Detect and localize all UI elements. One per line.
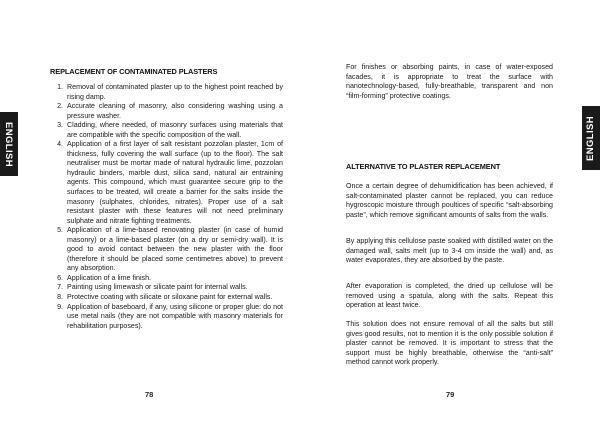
language-tab-right bbox=[582, 106, 600, 170]
list-item: 3. Cladding, where needed, of masonry surfaces using materials that are compatible with the specific composition of the wall. bbox=[65, 121, 283, 140]
intro-paragraph: For finishes or absorbing paints, in case of water-exposed facades, it is appropriate to treat the surface with nanotechnology-based, fully-breathable, transparent and non “film-forming” protective coatings. bbox=[346, 63, 553, 100]
paragraph: This solution does not ensure removal of all the salts but still gives good results, not to mention it is the only possible solution if plaster cannot be removed. It is important to stress that the support must be highly breathable, otherwise the “anti-salt” method cannot work properly. bbox=[346, 320, 553, 367]
list-item: 6. Application of a lime finish. bbox=[65, 274, 283, 284]
list-item: 8. Protective coating with silicate or siloxane paint for external walls. bbox=[65, 293, 283, 303]
list-item: 4. Application of a first layer of salt resistant pozzolan plaster, 1cm of thickness, fully covering the wall surface (up to the floor). The salt neutraliser must be mortar made of natural hydraulic lime, pozzolan hydraulic binders, marble dust, silica sand, natural air entraining agents. This compound, which must guarantee secure grip to the surfaces to be treated, will create a barrier for the salts inside the masonry (sulphates, chlorides, nitrates). Proper use of a salt resistant plaster with these features will not need preliminary sulphate and nitrate fighting treatments. bbox=[65, 140, 283, 226]
paragraph: By applying this cellulose paste soaked with distilled water on the damaged wall, salts melt (up to 3-4 cm inside the wall) and, as water evaporates, they are absorbed by the paste. bbox=[346, 237, 553, 265]
language-tab-label: ENGLISH bbox=[585, 115, 597, 161]
paragraph: Once a certain degree of dehumidification has been achieved, if salt-contaminated plaster cannot be replaced, you can reduce hygroscopic moisture through poultices of specific “salt-absorbing paste”, which remove significant amounts of salts from the walls. bbox=[346, 182, 553, 219]
language-tab-label: ENGLISH bbox=[3, 121, 15, 167]
list-item: 7. Painting using limewash or silicate paint for internal walls. bbox=[65, 283, 283, 293]
paragraph: After evaporation is completed, the dried up cellulose will be removed using a spatula, along with the salts. Repeat this operation at least twice. bbox=[346, 282, 553, 310]
page-number-right: 79 bbox=[446, 390, 455, 399]
page-number-left: 78 bbox=[145, 390, 154, 399]
language-tab-left bbox=[0, 112, 18, 176]
steps-list bbox=[50, 83, 283, 331]
list-item: 5. Application of a lime-based renovating plaster (in case of humid masonry) or a lime-based plaster (on a dry or semi-dry wall). It is good to avoid contact between the new plaster with the floor (therefore it should be placed some centimetres above) to prevent any absorption. bbox=[65, 226, 283, 274]
section-heading-alternative: ALTERNATIVE TO PLASTER REPLACEMENT bbox=[346, 162, 501, 171]
list-item: 2. Accurate cleaning of masonry, also considering washing using a pressure washer. bbox=[65, 102, 283, 121]
list-item: 9. Application of baseboard, if any, using silicone or proper glue: do not use metal nails (they are not compatible with masonry materials for rehabilitation purposes). bbox=[65, 303, 283, 332]
list-item: 1. Removal of contaminated plaster up to the highest point reached by rising damp. bbox=[65, 83, 283, 102]
section-heading-replacement: REPLACEMENT OF CONTAMINATED PLASTERS bbox=[50, 67, 218, 76]
